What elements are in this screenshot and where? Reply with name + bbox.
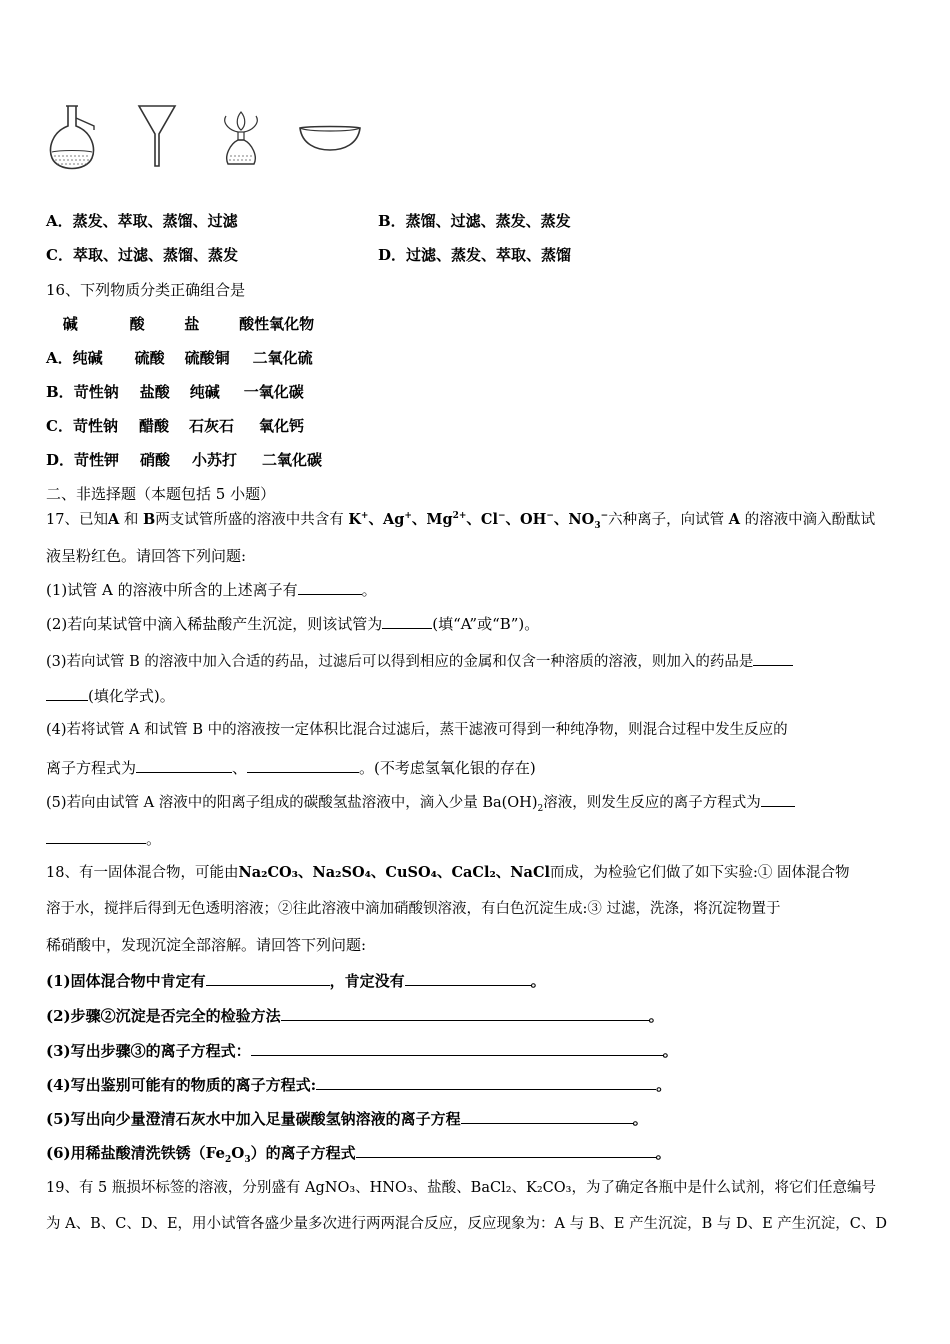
q17-part5-cont: 。: [46, 829, 161, 849]
answer-blank[interactable]: [753, 651, 793, 666]
answer-blank[interactable]: [461, 1109, 633, 1124]
q18-part1: (1)固体混合物中肯定有 ，肯定没有 。: [46, 972, 546, 990]
answer-blank[interactable]: [382, 614, 432, 629]
q16-row-a: A．纯碱 硫酸 硫酸铜 二氧化硫: [46, 349, 313, 367]
q19-stem: 19、有 5 瓶损坏标签的溶液，分别盛有 AgNO₃、HNO₃、盐酸、BaCl₂、K₂CO₃，为了确定各瓶中是什么试剂，将它们任意编号: [46, 1180, 876, 1196]
funnel-icon: [137, 104, 177, 168]
q19-line2: 为 A、B、C、D、E，用小试管各盛少量多次进行两两混合反应，反应现象为：A 与 B、E 产生沉淀，B 与 D、E 产生沉淀，C、D: [46, 1216, 887, 1232]
answer-blank[interactable]: [761, 792, 795, 807]
q17-stem: 17、已知A 和 B两支试管所盛的溶液中共含有 K+、Ag+、$Mg^{2+}$、Cl−、OH−、$NO_3^-$六种离子，向试管 A 的溶液中滴入酚酞试: [46, 511, 876, 531]
answer-blank[interactable]: [405, 971, 531, 986]
q18-stem: 18、有一固体混合物，可能由Na₂CO₃、Na₂SO₄、CuSO₄、CaCl₂、NaCl而成，为检验它们做了如下实验:① 固体混合物: [46, 864, 850, 881]
option-c: C．萃取、过滤、蒸馏、蒸发: [46, 246, 238, 264]
q17-part3-cont: (填化学式)。: [46, 686, 175, 706]
q17-part1: (1)试管 A 的溶液中所含的上述离子有 。: [46, 581, 377, 599]
q16-row-c: C．苛性钠 醋酸 石灰石 氧化钙: [46, 417, 304, 435]
alcohol-lamp-icon: [218, 108, 264, 166]
distillation-flask-icon: [46, 104, 102, 174]
answer-blank[interactable]: [251, 1041, 663, 1056]
q17-part5: (5)若向由试管 A 溶液中的阳离子组成的碳酸氢盐溶液中，滴入少量 $Ba(OH)_2$溶液，则发生反应的离子方程式为: [46, 792, 795, 813]
q18-part5: (5)写出向少量澄清石灰水中加入足量碳酸氢钠溶液的离子方程 。: [46, 1110, 648, 1128]
q16-header: 碱 酸 盐 酸性氧化物: [62, 315, 315, 333]
answer-blank[interactable]: [46, 829, 146, 844]
answer-blank[interactable]: [316, 1075, 656, 1090]
q18-line3: 稀硝酸中，发现沉淀全部溶解。请回答下列问题:: [46, 936, 367, 954]
q17-part2: (2)若向某试管中滴入稀盐酸产生沉淀，则该试管为 (填“A”或“B”)。: [46, 615, 540, 633]
option-a: A．蒸发、萃取、蒸馏、过滤: [46, 212, 238, 230]
q18-part6: (6)用稀盐酸清洗铁锈$(Fe_2O_3)$的离子方程式 。: [46, 1144, 671, 1165]
option-b: B．蒸馏、过滤、蒸发、蒸发: [378, 212, 571, 230]
q17-part4: (4)若将试管 A 和试管 B 中的溶液按一定体积比混合过滤后，蒸干滤液可得到一种纯净物，则混合过程中发生反应的: [46, 722, 788, 738]
answer-blank[interactable]: [298, 580, 362, 595]
q16-stem: 16、下列物质分类正确组合是: [46, 281, 246, 299]
q17-line2: 液呈粉红色。请回答下列问题:: [46, 547, 247, 565]
answer-blank[interactable]: [46, 686, 88, 701]
q18-part2: (2)步骤②沉淀是否完全的检验方法 。: [46, 1007, 664, 1025]
option-d: D．过滤、蒸发、萃取、蒸馏: [378, 246, 572, 264]
q17-part4-cont: 离子方程式为 、 。(不考虑氢氧化银的存在): [46, 759, 536, 777]
answer-blank[interactable]: [247, 758, 359, 773]
answer-blank[interactable]: [356, 1143, 656, 1158]
q17-part3: (3)若向试管 B 的溶液中加入合适的药品，过滤后可以得到相应的金属和仅含一种溶质的溶液，则加入的药品是: [46, 651, 793, 672]
q16-row-d: D．苛性钾 硝酸 小苏打 二氧化碳: [46, 451, 323, 469]
answer-blank[interactable]: [136, 758, 232, 773]
answer-blank[interactable]: [206, 971, 330, 986]
answer-blank[interactable]: [281, 1006, 649, 1021]
q18-line2: 溶于水，搅拌后得到无色透明溶液；②往此溶液中滴加硝酸钡溶液，有白色沉淀生成:③ 过滤，洗涤，将沉淀物置于: [46, 901, 781, 917]
q18-part4: (4)写出鉴别可能有的物质的离子方程式: 。: [46, 1076, 672, 1094]
q16-row-b: B．苛性钠 盐酸 纯碱 一氧化碳: [46, 383, 304, 401]
q18-part3: (3)写出步骤③的离子方程式： 。: [46, 1042, 678, 1060]
evaporating-dish-icon: [298, 122, 362, 152]
section-heading: 二、非选择题（本题包括 5 小题）: [46, 485, 276, 503]
